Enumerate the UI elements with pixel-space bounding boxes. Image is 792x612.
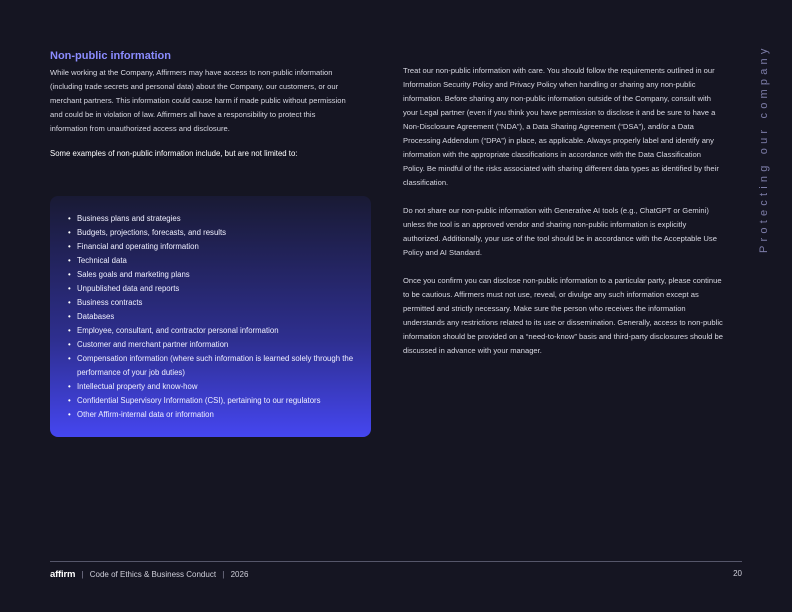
- footer-separator: |: [222, 570, 225, 579]
- affirm-logo: affirm: [50, 569, 76, 580]
- list-item: • Unpublished data and reports: [68, 282, 359, 296]
- right-column: [403, 64, 723, 372]
- list-item: • Business plans and strategies: [68, 212, 359, 226]
- genai-paragraph: Do not share our non-public information with Generative AI tools (e.g., ChatGPT or Gemini) unless the tool is an approved vendor and sharing non-public information is explicitly authorized. Additionally, your use of the tool should be in accordance with the Acceptable Use Policy and AI Standard.: [403, 206, 717, 257]
- list-item: • Databases: [68, 310, 359, 324]
- list-item: • Budgets, projections, forecasts, and results: [68, 226, 359, 240]
- list-item: • Intellectual property and know-how: [68, 380, 359, 394]
- list-item: • Customer and merchant partner information: [68, 338, 359, 352]
- document-title: Code of Ethics & Business Conduct: [89, 570, 217, 579]
- examples-lead: Some examples of non-public information include, but are not limited to:: [50, 149, 298, 158]
- section-side-label: Protecting our company: [758, 44, 770, 253]
- list-item: • Financial and operating information: [68, 240, 359, 254]
- section-title: Non-public information: [50, 50, 171, 62]
- list-item: • Sales goals and marketing plans: [68, 268, 359, 282]
- list-item: • Technical data: [68, 254, 359, 268]
- list-item: • Business contracts: [68, 296, 359, 310]
- document-year: 2026: [230, 570, 249, 579]
- footer-separator: |: [81, 570, 84, 579]
- page-number: 20: [733, 569, 742, 578]
- left-column: [50, 50, 350, 160]
- disclosure-paragraph: Once you confirm you can disclose non-public information to a particular party, please continue to be cautious. Affirmers must not use, reveal, or divulge any such information except as permitted and strictly necessary. Make sure the person who receives the information understands any restrictions related to its use or dissemination. Generally, access to non-public information should be provided on a “need-to-know” basis and third-party disclosures should be discussed in advance with your manager.: [403, 276, 723, 355]
- intro-paragraph: While working at the Company, Affirmers may have access to non-public information (including trade secrets and personal data) about the Company, our customers, or our merchant partners. This information could cause harm if made public without permission and could be in violation of law. Affirmers all have a responsibility to protect this information from unauthorized access and disclosure.: [50, 68, 346, 133]
- footer-divider: [50, 561, 742, 562]
- examples-list: [68, 212, 359, 422]
- examples-card: [50, 196, 371, 437]
- list-item: • Other Affirm-internal data or information: [68, 408, 359, 422]
- list-item: • Employee, consultant, and contractor personal information: [68, 324, 359, 338]
- list-item: • Confidential Supervisory Information (CSI), pertaining to our regulators: [68, 394, 359, 408]
- handling-paragraph: Treat our non-public information with care. You should follow the requirements outlined in our Information Security Policy and Privacy Policy when handling or sharing any non-public information. Before sharing any non-public information outside of the Company, consult with your Legal partner (even if you think you have permission to disclose it and be sure to have a Non-Disclosure Agreement (“NDA”), a Data Sharing Agreement (“DSA”), and/or a Data Processing Addendum (“DPA”) in place, as applicable. Always properly label and identify any information with the appropriate classifications in accordance with the Data Classification Policy. Be mindful of the risks associated with sharing different data types as identified by their classification.: [403, 66, 719, 187]
- page-footer: [50, 569, 742, 583]
- list-item: • Compensation information (where such information is learned solely through the performance of your job duties): [68, 352, 359, 380]
